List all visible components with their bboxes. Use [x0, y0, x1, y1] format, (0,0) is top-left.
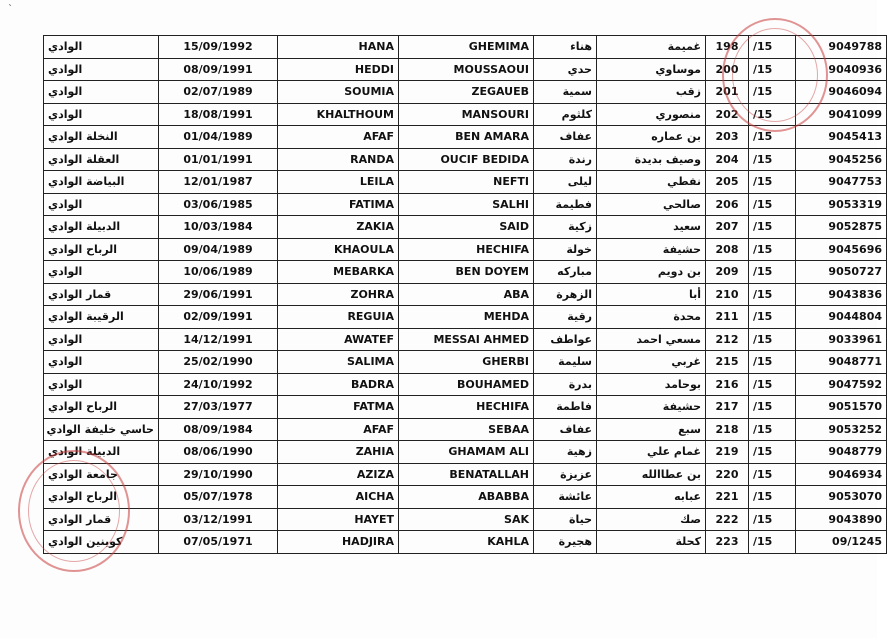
- birth-date-cell: 25/02/1990: [159, 351, 278, 374]
- first-name-arabic-cell: سليمة: [534, 351, 597, 374]
- wilaya-code-cell: /15: [749, 193, 796, 216]
- birth-place-cell: الوادي: [44, 81, 159, 104]
- first-name-cell: REGUIA: [278, 306, 399, 329]
- first-name-arabic-cell: زكية: [534, 216, 597, 239]
- last-name-arabic-cell: بن دويم: [597, 261, 706, 284]
- last-name-cell: SEBAA: [399, 418, 534, 441]
- table-row: [44, 36, 887, 59]
- last-name-arabic-cell: نفطي: [597, 171, 706, 194]
- first-name-arabic-cell: فاطمة: [534, 396, 597, 419]
- table-row: [44, 283, 887, 306]
- table-row: [44, 351, 887, 374]
- first-name-cell: HAYET: [278, 508, 399, 531]
- first-name-arabic-cell: رقية: [534, 306, 597, 329]
- last-name-arabic-cell: غمام علي: [597, 441, 706, 464]
- row-number-cell: 198: [706, 36, 749, 59]
- last-name-arabic-cell: أبا: [597, 283, 706, 306]
- wilaya-code-cell: /15: [749, 463, 796, 486]
- row-number-cell: 209: [706, 261, 749, 284]
- first-name-arabic-cell: حياة: [534, 508, 597, 531]
- first-name-cell: HANA: [278, 36, 399, 59]
- table-row: [44, 148, 887, 171]
- last-name-cell: MESSAI AHMED: [399, 328, 534, 351]
- first-name-cell: FATMA: [278, 396, 399, 419]
- wilaya-code-cell: /15: [749, 531, 796, 554]
- row-number-cell: 210: [706, 283, 749, 306]
- birth-date-cell: 10/06/1989: [159, 261, 278, 284]
- first-name-cell: BADRA: [278, 373, 399, 396]
- registration-id-cell: 9048771: [796, 351, 887, 374]
- wilaya-code-cell: /15: [749, 441, 796, 464]
- table-row: [44, 306, 887, 329]
- last-name-arabic-cell: محدة: [597, 306, 706, 329]
- first-name-cell: KHALTHOUM: [278, 103, 399, 126]
- first-name-cell: ZAHIA: [278, 441, 399, 464]
- wilaya-code-cell: /15: [749, 418, 796, 441]
- row-number-cell: 215: [706, 351, 749, 374]
- last-name-arabic-cell: منصوري: [597, 103, 706, 126]
- table-row: [44, 508, 887, 531]
- row-number-cell: 207: [706, 216, 749, 239]
- first-name-cell: AFAF: [278, 418, 399, 441]
- first-name-arabic-cell: عواطف: [534, 328, 597, 351]
- first-name-cell: SOUMIA: [278, 81, 399, 104]
- row-number-cell: 203: [706, 126, 749, 149]
- table-row: [44, 463, 887, 486]
- birth-place-cell: الرباح الوادي: [44, 486, 159, 509]
- first-name-cell: HEDDI: [278, 58, 399, 81]
- first-name-cell: ZOHRA: [278, 283, 399, 306]
- row-number-cell: 211: [706, 306, 749, 329]
- birth-date-cell: 24/10/1992: [159, 373, 278, 396]
- last-name-arabic-cell: صك: [597, 508, 706, 531]
- registration-id-cell: 9044804: [796, 306, 887, 329]
- registration-id-cell: 9053252: [796, 418, 887, 441]
- first-name-arabic-cell: حدي: [534, 58, 597, 81]
- table-row: [44, 418, 887, 441]
- first-name-arabic-cell: فطيمة: [534, 193, 597, 216]
- birth-place-cell: الرقيبة الوادي: [44, 306, 159, 329]
- birth-place-cell: الوادي: [44, 36, 159, 59]
- first-name-cell: RANDA: [278, 148, 399, 171]
- wilaya-code-cell: /15: [749, 216, 796, 239]
- birth-date-cell: 08/09/1991: [159, 58, 278, 81]
- wilaya-code-cell: /15: [749, 58, 796, 81]
- birth-date-cell: 18/08/1991: [159, 103, 278, 126]
- birth-place-cell: حاسي خليفة الوادي: [44, 418, 159, 441]
- birth-date-cell: 03/06/1985: [159, 193, 278, 216]
- first-name-arabic-cell: خولة: [534, 238, 597, 261]
- last-name-cell: GHERBI: [399, 351, 534, 374]
- registration-id-cell: 9045256: [796, 148, 887, 171]
- table-row: [44, 216, 887, 239]
- registration-id-cell: 9047753: [796, 171, 887, 194]
- row-number-cell: 206: [706, 193, 749, 216]
- table-row: [44, 486, 887, 509]
- last-name-cell: ZEGAUEB: [399, 81, 534, 104]
- table-row: [44, 126, 887, 149]
- registration-id-cell: 9046094: [796, 81, 887, 104]
- first-name-cell: AZIZA: [278, 463, 399, 486]
- registration-id-cell: 09/1245: [796, 531, 887, 554]
- row-number-cell: 202: [706, 103, 749, 126]
- birth-place-cell: الوادي: [44, 351, 159, 374]
- last-name-cell: SALHI: [399, 193, 534, 216]
- row-number-cell: 220: [706, 463, 749, 486]
- birth-date-cell: 01/04/1989: [159, 126, 278, 149]
- first-name-cell: KHAOULA: [278, 238, 399, 261]
- birth-place-cell: الرباح الوادي: [44, 396, 159, 419]
- page-corner-mark: `: [8, 4, 13, 15]
- table-row: [44, 81, 887, 104]
- first-name-cell: HADJIRA: [278, 531, 399, 554]
- wilaya-code-cell: /15: [749, 36, 796, 59]
- birth-date-cell: 29/06/1991: [159, 283, 278, 306]
- table-row: [44, 396, 887, 419]
- wilaya-code-cell: /15: [749, 103, 796, 126]
- row-number-cell: 205: [706, 171, 749, 194]
- row-number-cell: 212: [706, 328, 749, 351]
- first-name-cell: ZAKIA: [278, 216, 399, 239]
- wilaya-code-cell: /15: [749, 283, 796, 306]
- registration-id-cell: 9053319: [796, 193, 887, 216]
- birth-place-cell: الوادي: [44, 373, 159, 396]
- birth-place-cell: الوادي: [44, 58, 159, 81]
- birth-place-cell: الوادي: [44, 261, 159, 284]
- birth-date-cell: 29/10/1990: [159, 463, 278, 486]
- first-name-cell: MEBARKA: [278, 261, 399, 284]
- first-name-arabic-cell: ليلى: [534, 171, 597, 194]
- last-name-cell: MOUSSAOUI: [399, 58, 534, 81]
- row-number-cell: 222: [706, 508, 749, 531]
- last-name-cell: HECHIFA: [399, 238, 534, 261]
- birth-date-cell: 02/07/1989: [159, 81, 278, 104]
- first-name-arabic-cell: الزهرة: [534, 283, 597, 306]
- wilaya-code-cell: /15: [749, 171, 796, 194]
- first-name-arabic-cell: مباركه: [534, 261, 597, 284]
- last-name-cell: GHEMIMA: [399, 36, 534, 59]
- birth-place-cell: جامعة الوادي: [44, 463, 159, 486]
- wilaya-code-cell: /15: [749, 126, 796, 149]
- wilaya-code-cell: /15: [749, 351, 796, 374]
- table-row: [44, 238, 887, 261]
- registration-id-cell: 9050727: [796, 261, 887, 284]
- last-name-arabic-cell: وصيف بديدة: [597, 148, 706, 171]
- birth-date-cell: 07/05/1971: [159, 531, 278, 554]
- wilaya-code-cell: /15: [749, 328, 796, 351]
- table-row: [44, 103, 887, 126]
- last-name-arabic-cell: غميمة: [597, 36, 706, 59]
- registration-id-cell: 9052875: [796, 216, 887, 239]
- first-name-cell: AFAF: [278, 126, 399, 149]
- birth-place-cell: العقلة الوادي: [44, 148, 159, 171]
- last-name-cell: MEHDA: [399, 306, 534, 329]
- table-row: [44, 58, 887, 81]
- first-name-cell: AWATEF: [278, 328, 399, 351]
- wilaya-code-cell: /15: [749, 396, 796, 419]
- birth-date-cell: 08/06/1990: [159, 441, 278, 464]
- birth-place-cell: قمار الوادي: [44, 283, 159, 306]
- last-name-arabic-cell: بن عطاالله: [597, 463, 706, 486]
- table-row: [44, 171, 887, 194]
- birth-date-cell: 14/12/1991: [159, 328, 278, 351]
- table-row: [44, 531, 887, 554]
- first-name-arabic-cell: سمية: [534, 81, 597, 104]
- registration-id-cell: 9045413: [796, 126, 887, 149]
- last-name-arabic-cell: حشيفة: [597, 396, 706, 419]
- last-name-cell: BEN DOYEM: [399, 261, 534, 284]
- birth-place-cell: الوادي: [44, 103, 159, 126]
- wilaya-code-cell: /15: [749, 148, 796, 171]
- wilaya-code-cell: /15: [749, 261, 796, 284]
- row-number-cell: 201: [706, 81, 749, 104]
- birth-place-cell: الوادي: [44, 328, 159, 351]
- last-name-cell: SAID: [399, 216, 534, 239]
- wilaya-code-cell: /15: [749, 306, 796, 329]
- birth-place-cell: النخلة الوادي: [44, 126, 159, 149]
- first-name-arabic-cell: عائشة: [534, 486, 597, 509]
- last-name-arabic-cell: سبع: [597, 418, 706, 441]
- registration-id-cell: 9045696: [796, 238, 887, 261]
- registration-id-cell: 9043890: [796, 508, 887, 531]
- first-name-arabic-cell: هناء: [534, 36, 597, 59]
- last-name-cell: OUCIF BEDIDA: [399, 148, 534, 171]
- birth-date-cell: 08/09/1984: [159, 418, 278, 441]
- wilaya-code-cell: /15: [749, 81, 796, 104]
- last-name-arabic-cell: موساوي: [597, 58, 706, 81]
- registration-id-cell: 9049788: [796, 36, 887, 59]
- wilaya-code-cell: /15: [749, 486, 796, 509]
- row-number-cell: 217: [706, 396, 749, 419]
- first-name-arabic-cell: عفاف: [534, 126, 597, 149]
- birth-place-cell: الدبيلة الوادي: [44, 441, 159, 464]
- birth-date-cell: 15/09/1992: [159, 36, 278, 59]
- birth-date-cell: 01/01/1991: [159, 148, 278, 171]
- last-name-arabic-cell: سعيد: [597, 216, 706, 239]
- birth-date-cell: 10/03/1984: [159, 216, 278, 239]
- last-name-cell: NEFTI: [399, 171, 534, 194]
- birth-place-cell: الوادي: [44, 193, 159, 216]
- last-name-cell: HECHIFA: [399, 396, 534, 419]
- birth-place-cell: قمار الوادي: [44, 508, 159, 531]
- last-name-arabic-cell: بن عماره: [597, 126, 706, 149]
- wilaya-code-cell: /15: [749, 238, 796, 261]
- birth-place-cell: الدبيلة الوادي: [44, 216, 159, 239]
- last-name-cell: SAK: [399, 508, 534, 531]
- row-number-cell: 200: [706, 58, 749, 81]
- last-name-cell: GHAMAM ALI: [399, 441, 534, 464]
- first-name-arabic-cell: زهية: [534, 441, 597, 464]
- first-name-arabic-cell: عزيزة: [534, 463, 597, 486]
- first-name-cell: SALIMA: [278, 351, 399, 374]
- first-name-arabic-cell: رندة: [534, 148, 597, 171]
- registration-id-cell: 9053070: [796, 486, 887, 509]
- last-name-cell: KAHLA: [399, 531, 534, 554]
- first-name-cell: LEILA: [278, 171, 399, 194]
- registration-id-cell: 9041099: [796, 103, 887, 126]
- row-number-cell: 219: [706, 441, 749, 464]
- wilaya-code-cell: /15: [749, 373, 796, 396]
- roster-body: [44, 36, 887, 554]
- first-name-cell: FATIMA: [278, 193, 399, 216]
- first-name-arabic-cell: عفاف: [534, 418, 597, 441]
- registration-id-cell: 9048779: [796, 441, 887, 464]
- birth-place-cell: الرباح الوادي: [44, 238, 159, 261]
- birth-date-cell: 12/01/1987: [159, 171, 278, 194]
- birth-date-cell: 27/03/1977: [159, 396, 278, 419]
- table-row: [44, 373, 887, 396]
- last-name-arabic-cell: مسعي احمد: [597, 328, 706, 351]
- first-name-arabic-cell: هجيرة: [534, 531, 597, 554]
- first-name-cell: AICHA: [278, 486, 399, 509]
- last-name-arabic-cell: بوحامد: [597, 373, 706, 396]
- last-name-arabic-cell: صالحي: [597, 193, 706, 216]
- registration-id-cell: 9046934: [796, 463, 887, 486]
- table-row: [44, 328, 887, 351]
- row-number-cell: 221: [706, 486, 749, 509]
- table-row: [44, 261, 887, 284]
- row-number-cell: 223: [706, 531, 749, 554]
- last-name-cell: ABA: [399, 283, 534, 306]
- last-name-cell: ABABBA: [399, 486, 534, 509]
- row-number-cell: 208: [706, 238, 749, 261]
- last-name-cell: MANSOURI: [399, 103, 534, 126]
- birth-place-cell: البياضة الوادي: [44, 171, 159, 194]
- row-number-cell: 204: [706, 148, 749, 171]
- last-name-arabic-cell: كحلة: [597, 531, 706, 554]
- row-number-cell: 216: [706, 373, 749, 396]
- last-name-arabic-cell: زقب: [597, 81, 706, 104]
- birth-date-cell: 05/07/1978: [159, 486, 278, 509]
- registration-id-cell: 9033961: [796, 328, 887, 351]
- last-name-cell: BOUHAMED: [399, 373, 534, 396]
- table-row: [44, 193, 887, 216]
- first-name-arabic-cell: بدرة: [534, 373, 597, 396]
- birth-date-cell: 03/12/1991: [159, 508, 278, 531]
- last-name-arabic-cell: حشيفة: [597, 238, 706, 261]
- registration-id-cell: 9051570: [796, 396, 887, 419]
- wilaya-code-cell: /15: [749, 508, 796, 531]
- last-name-cell: BEN AMARA: [399, 126, 534, 149]
- row-number-cell: 218: [706, 418, 749, 441]
- last-name-cell: BENATALLAH: [399, 463, 534, 486]
- table-row: [44, 441, 887, 464]
- first-name-arabic-cell: كلثوم: [534, 103, 597, 126]
- registration-id-cell: 9043836: [796, 283, 887, 306]
- birth-date-cell: 02/09/1991: [159, 306, 278, 329]
- last-name-arabic-cell: غربي: [597, 351, 706, 374]
- last-name-arabic-cell: عبابه: [597, 486, 706, 509]
- roster-table: [43, 35, 887, 554]
- registration-id-cell: 9040936: [796, 58, 887, 81]
- registration-id-cell: 9047592: [796, 373, 887, 396]
- birth-date-cell: 09/04/1989: [159, 238, 278, 261]
- birth-place-cell: كوينين الوادي: [44, 531, 159, 554]
